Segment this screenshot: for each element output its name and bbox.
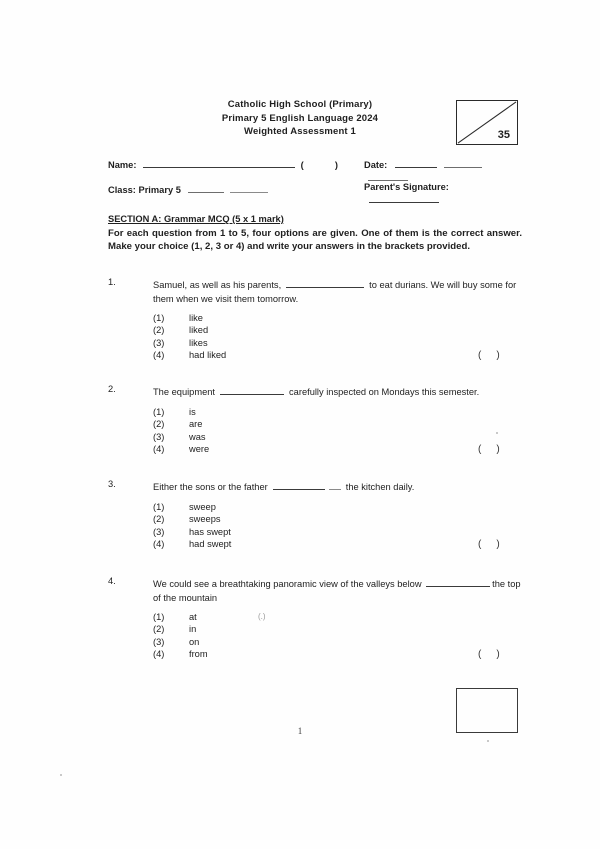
- option-text: at: [189, 612, 197, 622]
- option-text: on: [189, 636, 200, 647]
- question-1-answer-bracket[interactable]: [478, 350, 515, 361]
- question-3-options: [153, 502, 231, 552]
- option-item[interactable]: [153, 612, 208, 624]
- option-text: is: [189, 407, 196, 417]
- question-4-stem: [153, 576, 522, 605]
- page-number: 1: [297, 726, 303, 736]
- answer-close-paren: ): [496, 350, 515, 361]
- date-label: Date:: [364, 160, 388, 170]
- option-text: likes: [189, 337, 208, 348]
- scan-artifact-mark: (.): [258, 612, 266, 621]
- signature-label: Parent's Signature:: [364, 182, 449, 192]
- class-input-a[interactable]: [188, 182, 224, 193]
- answer-open-paren: (: [478, 444, 497, 455]
- question-1-stem: [153, 277, 522, 306]
- question-2-stem-after: carefully inspected on Mondays this semester.: [289, 387, 480, 397]
- option-text: are: [189, 419, 203, 430]
- paper-subject-year: Primary 5 English Language 2024: [221, 112, 379, 124]
- option-label: (3): [153, 431, 165, 442]
- question-4-stem-before: We could see a breathtaking panoramic view of the valleys below: [153, 579, 422, 589]
- answer-close-paren: ): [496, 444, 515, 455]
- class-field-row: [108, 182, 268, 195]
- option-item[interactable]: [153, 313, 226, 325]
- question-2-options: [153, 407, 209, 457]
- option-label: (2): [153, 419, 165, 430]
- option-text: had swept: [189, 539, 232, 550]
- option-text: in: [189, 624, 197, 635]
- option-text: sweeps: [189, 514, 221, 525]
- question-3-stem-after: the kitchen daily.: [345, 482, 415, 492]
- option-label: (4): [153, 444, 165, 455]
- option-item[interactable]: [153, 502, 231, 514]
- question-3-blank-b[interactable]: [329, 479, 341, 490]
- option-label: (1): [153, 313, 165, 323]
- option-item[interactable]: [153, 649, 208, 661]
- option-item[interactable]: [153, 624, 208, 636]
- option-label: (1): [153, 407, 165, 417]
- question-2-answer-bracket[interactable]: [478, 444, 515, 455]
- question-2-stem-before: The equipment: [153, 387, 216, 397]
- option-label: (1): [153, 612, 165, 622]
- class-label: Class: Primary 5: [108, 185, 181, 195]
- option-label: (4): [153, 350, 165, 361]
- option-label: (4): [153, 539, 165, 550]
- index-open-paren: (: [300, 160, 304, 170]
- question-1-stem-before: Samuel, as well as his parents,: [153, 280, 282, 290]
- option-text: sweep: [189, 502, 216, 512]
- answer-open-paren: (: [478, 539, 497, 550]
- option-text: liked: [189, 325, 209, 336]
- answer-close-paren: ): [496, 649, 515, 660]
- option-item[interactable]: [153, 407, 209, 419]
- signature-field-row: [364, 182, 520, 205]
- question-2-blank[interactable]: [220, 384, 284, 395]
- option-item[interactable]: [153, 419, 209, 431]
- index-close-paren: ): [334, 160, 339, 170]
- signature-input[interactable]: [369, 192, 439, 203]
- option-label: (1): [153, 502, 165, 512]
- option-item[interactable]: [153, 350, 226, 362]
- scan-speck: [487, 740, 489, 742]
- answer-open-paren: (: [478, 649, 497, 660]
- question-3-stem: [153, 479, 522, 495]
- option-item[interactable]: [153, 527, 231, 539]
- date-input-b[interactable]: [444, 157, 482, 168]
- scan-speck: [60, 774, 62, 776]
- question-3-number: 3.: [108, 479, 116, 489]
- question-2-stem: [153, 384, 522, 400]
- section-a-instructions: For each question from 1 to 5, four options are given. One of them is the correct answer. Make your choice (1, 2, 3 or 4) and write your answers in the brackets provided.: [108, 228, 522, 252]
- option-label: (2): [153, 325, 165, 336]
- question-3-answer-bracket[interactable]: [478, 539, 515, 550]
- option-item[interactable]: [153, 338, 226, 350]
- total-marks-box: [456, 100, 518, 145]
- question-4-number: 4.: [108, 576, 116, 586]
- question-3-stem-before: Either the sons or the father: [153, 482, 268, 492]
- date-input-a[interactable]: [395, 157, 437, 168]
- school-name: Catholic High School (Primary): [227, 99, 373, 110]
- question-1-options: [153, 313, 226, 363]
- question-1-stem-after: to eat durians. We will buy some for them when we visit them tomorrow.: [153, 280, 517, 304]
- option-label: (4): [153, 649, 165, 660]
- option-item[interactable]: [153, 444, 209, 456]
- date-field-row: [364, 157, 520, 183]
- question-1-blank[interactable]: [286, 277, 364, 288]
- class-input-b[interactable]: [230, 182, 268, 193]
- total-marks-value: 35: [497, 129, 510, 141]
- question-1-number: 1.: [108, 277, 116, 287]
- option-text: was: [189, 431, 206, 442]
- question-3-blank-a[interactable]: [273, 479, 325, 490]
- option-item[interactable]: [153, 432, 209, 444]
- option-item[interactable]: [153, 514, 231, 526]
- option-item[interactable]: [153, 539, 231, 551]
- scan-speck: [496, 432, 498, 434]
- option-label: (2): [153, 514, 165, 525]
- option-item[interactable]: [153, 637, 208, 649]
- option-text: from: [189, 649, 208, 660]
- question-4-stem-after: the top of the mountain: [153, 579, 521, 603]
- name-label: Name:: [108, 160, 137, 170]
- question-4-options: [153, 612, 208, 662]
- name-input[interactable]: [143, 157, 295, 168]
- option-text: had liked: [189, 350, 227, 361]
- date-input-c[interactable]: [368, 170, 408, 181]
- option-text: like: [189, 313, 203, 323]
- option-item[interactable]: [153, 325, 226, 337]
- name-field-row: [108, 157, 338, 170]
- answer-open-paren: (: [478, 350, 497, 361]
- option-text: were: [189, 444, 210, 455]
- option-label: (3): [153, 636, 165, 647]
- question-4-blank[interactable]: [426, 576, 490, 587]
- question-4-answer-bracket[interactable]: [478, 649, 515, 660]
- question-2-number: 2.: [108, 384, 116, 394]
- answer-close-paren: ): [496, 539, 515, 550]
- option-label: (2): [153, 624, 165, 635]
- option-label: (3): [153, 337, 165, 348]
- section-a-heading: SECTION A: Grammar MCQ (5 x 1 mark): [108, 214, 284, 224]
- assessment-title: Weighted Assessment 1: [244, 126, 356, 137]
- option-text: has swept: [189, 526, 231, 537]
- option-label: (3): [153, 526, 165, 537]
